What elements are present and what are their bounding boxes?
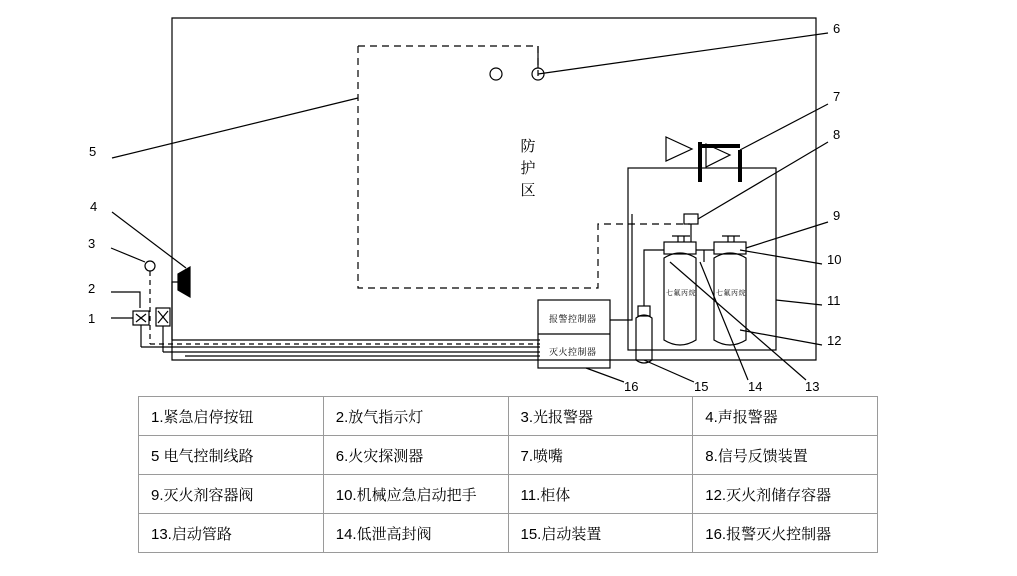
legend-cell: 11.柜体 bbox=[508, 475, 693, 514]
leader-8 bbox=[698, 142, 828, 219]
legend-cell: 9.灭火剂容器阀 bbox=[139, 475, 324, 514]
table-row bbox=[139, 397, 878, 436]
callout-5: 5 bbox=[89, 144, 97, 159]
container-valve-1 bbox=[664, 242, 696, 254]
cylinder-mark-1: 七氟丙烷 bbox=[666, 290, 696, 297]
agent-cylinder-1 bbox=[664, 253, 696, 345]
lamp-cross bbox=[158, 311, 168, 323]
legend-cell: 15.启动装置 bbox=[508, 514, 693, 553]
legend-cell: 14.低泄高封阀 bbox=[323, 514, 508, 553]
zone-label: 防护区 bbox=[520, 138, 536, 199]
panel-upper-label: 报警控制器 bbox=[549, 314, 597, 324]
legend-cell: 4.声报警器 bbox=[693, 397, 878, 436]
legend-cell: 7.喷嘴 bbox=[508, 436, 693, 475]
callout-3: 3 bbox=[88, 236, 96, 251]
table-row bbox=[139, 436, 878, 475]
agent-cylinder-2 bbox=[714, 253, 746, 345]
legend-cell: 12.灭火剂储存容器 bbox=[693, 475, 878, 514]
callout-12: 12 bbox=[827, 333, 842, 348]
leader-10 bbox=[740, 250, 822, 264]
leader-11 bbox=[776, 300, 822, 305]
callout-2: 2 bbox=[88, 281, 96, 296]
leader-16 bbox=[586, 368, 624, 382]
cylinder-mark-2: 七氟丙烷 bbox=[716, 290, 746, 297]
callout-15: 15 bbox=[694, 379, 709, 394]
leader-14 bbox=[700, 262, 748, 380]
light-alarm bbox=[145, 261, 155, 271]
table-row bbox=[139, 514, 878, 553]
panel-lower-label: 灭火控制器 bbox=[549, 347, 597, 357]
legend-cell: 16.报警灭火控制器 bbox=[693, 514, 878, 553]
leader-13 bbox=[670, 262, 806, 380]
legend-cell: 6.火灾探测器 bbox=[323, 436, 508, 475]
callout-1: 1 bbox=[88, 311, 96, 326]
signal-feedback-device bbox=[684, 214, 698, 224]
callout-9: 9 bbox=[833, 208, 841, 223]
callout-7: 7 bbox=[833, 89, 841, 104]
legend-cell: 1.紧急启停按钮 bbox=[139, 397, 324, 436]
legend-cell: 3.光报警器 bbox=[508, 397, 693, 436]
table-row bbox=[139, 475, 878, 514]
emergency-button-x bbox=[136, 314, 146, 322]
leader-2 bbox=[111, 292, 140, 308]
sound-alarm-horn bbox=[178, 267, 190, 297]
leader-15 bbox=[644, 360, 694, 382]
container-valve-2 bbox=[714, 242, 746, 254]
wire-4-down bbox=[172, 282, 178, 340]
panel-to-cabinet-wire bbox=[610, 214, 632, 320]
leader-12 bbox=[740, 330, 822, 345]
legend-cell: 8.信号反馈装置 bbox=[693, 436, 878, 475]
leader-5 bbox=[112, 98, 358, 158]
callout-10: 10 bbox=[827, 252, 842, 267]
leader-3 bbox=[111, 248, 145, 262]
legend-cell: 10.机械应急启动把手 bbox=[323, 475, 508, 514]
start-pipe-1 bbox=[644, 250, 664, 290]
legend-cell: 5 电气控制线路 bbox=[139, 436, 324, 475]
callout-8: 8 bbox=[833, 127, 841, 142]
leader-6 bbox=[538, 33, 828, 74]
valve-2-stem bbox=[728, 236, 734, 242]
cabinet-body bbox=[628, 168, 776, 350]
callout-11: 11 bbox=[827, 293, 841, 308]
zone-boundary-top-right bbox=[358, 46, 538, 76]
callout-16: 16 bbox=[624, 379, 639, 394]
legend-table bbox=[138, 396, 878, 553]
nozzle-1 bbox=[666, 137, 692, 161]
start-device-cylinder bbox=[636, 315, 652, 363]
legend-cell: 2.放气指示灯 bbox=[323, 397, 508, 436]
callout-14: 14 bbox=[748, 379, 763, 394]
callout-13: 13 bbox=[805, 379, 820, 394]
callout-6: 6 bbox=[833, 21, 841, 36]
callout-4: 4 bbox=[90, 199, 98, 214]
legend-cell: 13.启动管路 bbox=[139, 514, 324, 553]
leader-4 bbox=[112, 212, 186, 268]
leader-7 bbox=[740, 104, 828, 150]
fire-detector-1 bbox=[490, 68, 502, 80]
valve-1-stem bbox=[678, 236, 684, 242]
